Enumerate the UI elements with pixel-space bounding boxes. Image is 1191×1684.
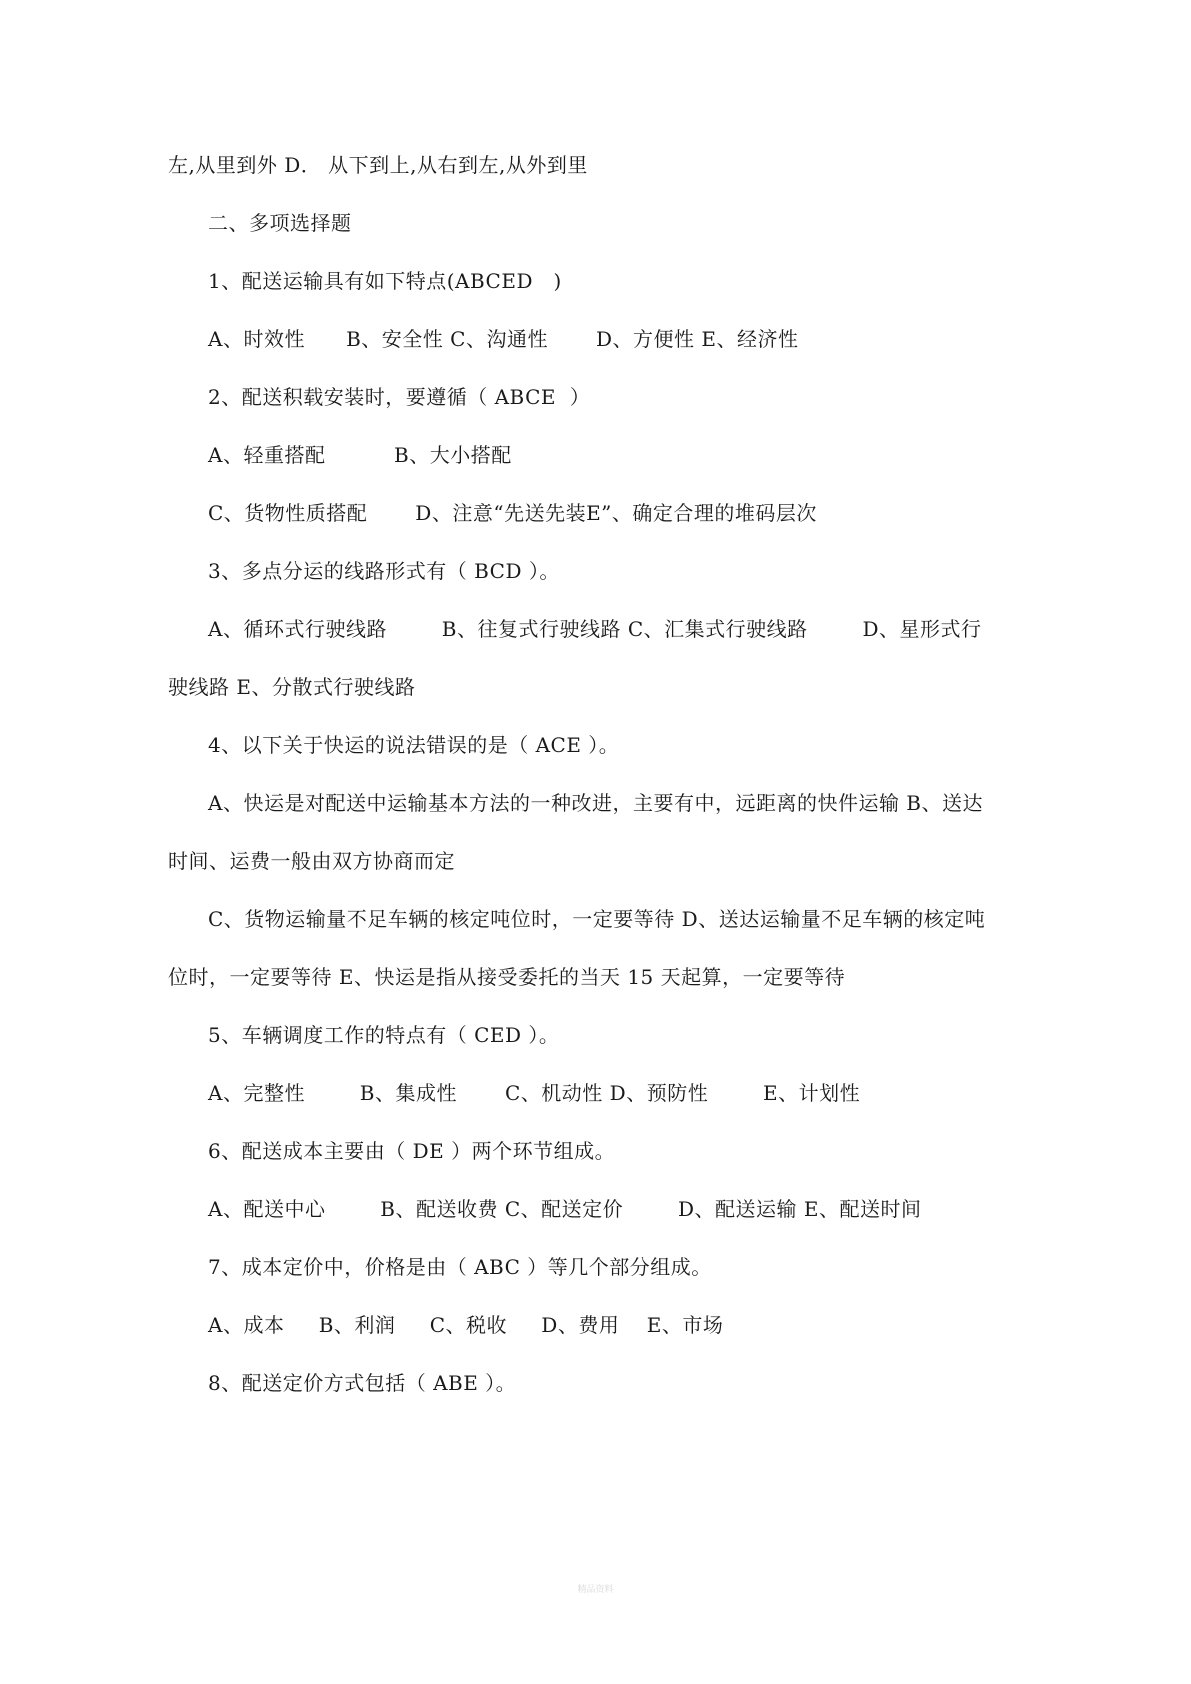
question-3-options: A、循环式行驶线路 B、往复式行驶线路 C、汇集式行驶线路 D、星形式行 xyxy=(208,617,982,641)
question-2-options-c-d: C、货物性质搭配 D、注意“先送先装E”、确定合理的堆码层次 xyxy=(208,501,817,525)
question-2: 2、配送积载安装时，要遵循（ ABCE ） xyxy=(208,385,591,409)
text-line-continuation: 左,从里到外 D． 从下到上,从右到左,从外到里 xyxy=(168,153,588,177)
section-heading: 二、多项选择题 xyxy=(208,211,352,235)
question-4-options-c: C、货物运输量不足车辆的核定吨位时，一定要等待 D、送达运输量不足车辆的核定吨 xyxy=(208,907,986,931)
question-4: 4、以下关于快运的说法错误的是（ ACE ）。 xyxy=(208,733,620,757)
question-7-options: A、成本 B、利润 C、税收 D、费用 E、市场 xyxy=(208,1313,724,1337)
question-4-options-a-cont: 时间、运费一般由双方协商而定 xyxy=(168,849,455,873)
question-3: 3、多点分运的线路形式有（ BCD ）。 xyxy=(208,559,560,583)
question-7: 7、成本定价中，价格是由（ ABC ）等几个部分组成。 xyxy=(208,1255,712,1279)
question-6-options: A、配送中心 B、配送收费 C、配送定价 D、配送运输 E、配送时间 xyxy=(208,1197,922,1221)
question-4-options-c-cont: 位时，一定要等待 E、快运是指从接受委托的当天 15 天起算，一定要等待 xyxy=(168,965,846,989)
question-5: 5、车辆调度工作的特点有（ CED ）。 xyxy=(208,1023,560,1047)
page-footer-watermark: 精品资料 xyxy=(577,1585,614,1595)
question-4-options-a: A、快运是对配送中运输基本方法的一种改进，主要有中，远距离的快件运输 B、送达 xyxy=(208,791,983,815)
question-3-options-cont: 驶线路 E、分散式行驶线路 xyxy=(168,675,416,699)
question-6: 6、配送成本主要由（ DE ）两个环节组成。 xyxy=(208,1139,616,1163)
question-2-options-a-b: A、轻重搭配 B、大小搭配 xyxy=(208,443,512,467)
question-1: 1、配送运输具有如下特点(ABCED ) xyxy=(208,269,562,293)
question-5-options: A、完整性 B、集成性 C、机动性 D、预防性 E、计划性 xyxy=(208,1081,861,1105)
question-8: 8、配送定价方式包括（ ABE ）。 xyxy=(208,1371,517,1395)
question-1-options: A、时效性 B、安全性 C、沟通性 D、方便性 E、经济性 xyxy=(208,327,799,351)
